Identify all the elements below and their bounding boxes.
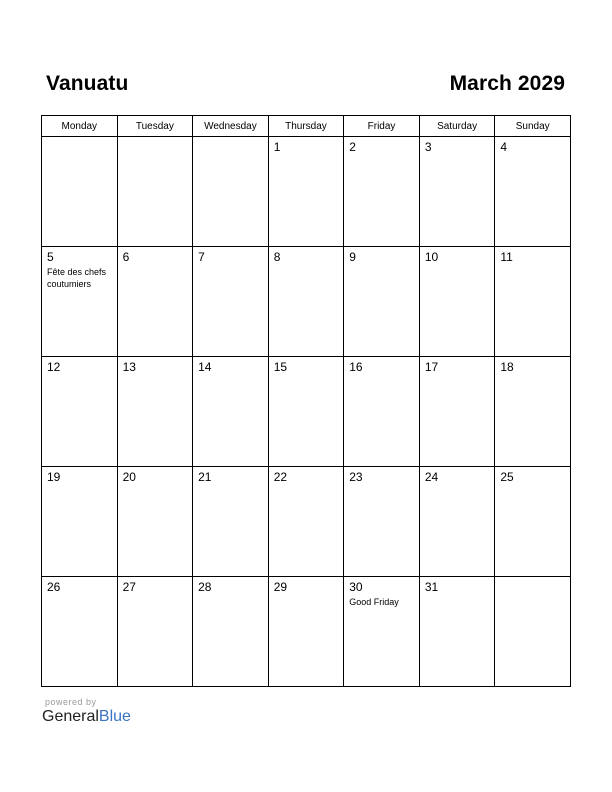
holiday-label: Fête des chefs coutumiers xyxy=(47,267,107,289)
powered-by-label: powered by xyxy=(45,697,97,707)
day-number xyxy=(193,137,268,141)
brand-blue-text: Blue xyxy=(98,708,131,725)
week-row-1 xyxy=(42,137,571,247)
day-number: 19 xyxy=(47,470,61,484)
day-number: 15 xyxy=(273,360,288,374)
day-number: 21 xyxy=(198,470,212,484)
holiday-label: Good Friday xyxy=(349,597,399,607)
day-number: 13 xyxy=(122,360,136,374)
day-number: 22 xyxy=(273,470,288,484)
week-row-2 xyxy=(42,247,571,357)
day-number: 5 xyxy=(47,250,54,264)
day-cell xyxy=(42,137,118,247)
day-cell xyxy=(419,357,495,467)
weekday-saturday: Saturday xyxy=(419,116,495,137)
day-number: 12 xyxy=(47,360,61,374)
day-number: 16 xyxy=(349,360,363,374)
day-number: 1 xyxy=(273,140,281,154)
weekday-header-row xyxy=(42,116,571,137)
generalblue-branding[interactable] xyxy=(42,697,131,726)
day-cell xyxy=(42,577,118,687)
day-cell xyxy=(495,577,571,687)
day-cell xyxy=(268,137,344,247)
day-number: 9 xyxy=(349,250,356,264)
day-cell xyxy=(117,137,193,247)
day-number: 7 xyxy=(198,250,205,264)
day-number: 29 xyxy=(273,580,288,594)
day-number: 2 xyxy=(349,140,356,154)
weekday-friday: Friday xyxy=(344,116,420,137)
day-cell xyxy=(419,247,495,357)
day-cell xyxy=(193,357,269,467)
day-cell xyxy=(344,577,420,687)
day-number: 11 xyxy=(500,250,513,264)
day-cell xyxy=(117,467,193,577)
day-cell xyxy=(117,577,193,687)
day-cell xyxy=(344,467,420,577)
day-cell xyxy=(419,577,495,687)
generalblue-logo xyxy=(42,708,131,726)
day-cell xyxy=(495,357,571,467)
day-cell xyxy=(344,357,420,467)
day-number: 24 xyxy=(424,470,439,484)
day-number: 14 xyxy=(198,360,212,374)
day-number: 10 xyxy=(424,250,439,264)
day-cell xyxy=(117,357,193,467)
day-number: 6 xyxy=(122,250,130,264)
day-cell xyxy=(419,467,495,577)
day-cell xyxy=(268,577,344,687)
week-row-4 xyxy=(42,467,571,577)
weekday-wednesday: Wednesday xyxy=(193,116,269,137)
day-cell xyxy=(193,137,269,247)
country-title: Vanuatu xyxy=(46,72,129,95)
day-cell xyxy=(495,247,571,357)
day-number: 25 xyxy=(500,470,514,484)
day-number: 20 xyxy=(122,470,136,484)
day-cell xyxy=(495,467,571,577)
day-cell xyxy=(419,137,495,247)
day-number: 18 xyxy=(500,360,514,374)
day-number: 31 xyxy=(424,580,439,594)
calendar-grid xyxy=(41,115,571,687)
day-number: 17 xyxy=(424,360,439,374)
day-cell xyxy=(117,247,193,357)
day-number: 8 xyxy=(273,250,281,264)
day-cell xyxy=(268,247,344,357)
day-number: 4 xyxy=(500,140,508,154)
day-number xyxy=(495,577,570,581)
day-cell xyxy=(42,247,118,357)
day-cell xyxy=(344,247,420,357)
day-cell xyxy=(268,357,344,467)
weekday-thursday: Thursday xyxy=(268,116,344,137)
day-number: 30 xyxy=(349,580,363,594)
day-cell xyxy=(42,357,118,467)
day-cell xyxy=(495,137,571,247)
day-number: 26 xyxy=(47,580,61,594)
day-number: 23 xyxy=(349,470,363,484)
day-cell xyxy=(268,467,344,577)
day-cell xyxy=(42,467,118,577)
brand-general-text: General xyxy=(42,708,99,725)
day-number: 27 xyxy=(122,580,136,594)
day-number: 28 xyxy=(198,580,212,594)
day-cell xyxy=(193,577,269,687)
weekday-monday: Monday xyxy=(42,116,118,137)
day-number xyxy=(118,137,193,141)
week-row-5 xyxy=(42,577,571,687)
week-row-3 xyxy=(42,357,571,467)
weekday-tuesday: Tuesday xyxy=(117,116,193,137)
day-number xyxy=(42,137,117,141)
day-cell xyxy=(193,247,269,357)
day-cell xyxy=(344,137,420,247)
day-number: 3 xyxy=(424,140,432,154)
month-year-title: March 2029 xyxy=(449,72,565,95)
weekday-sunday: Sunday xyxy=(495,116,571,137)
day-cell xyxy=(193,467,269,577)
